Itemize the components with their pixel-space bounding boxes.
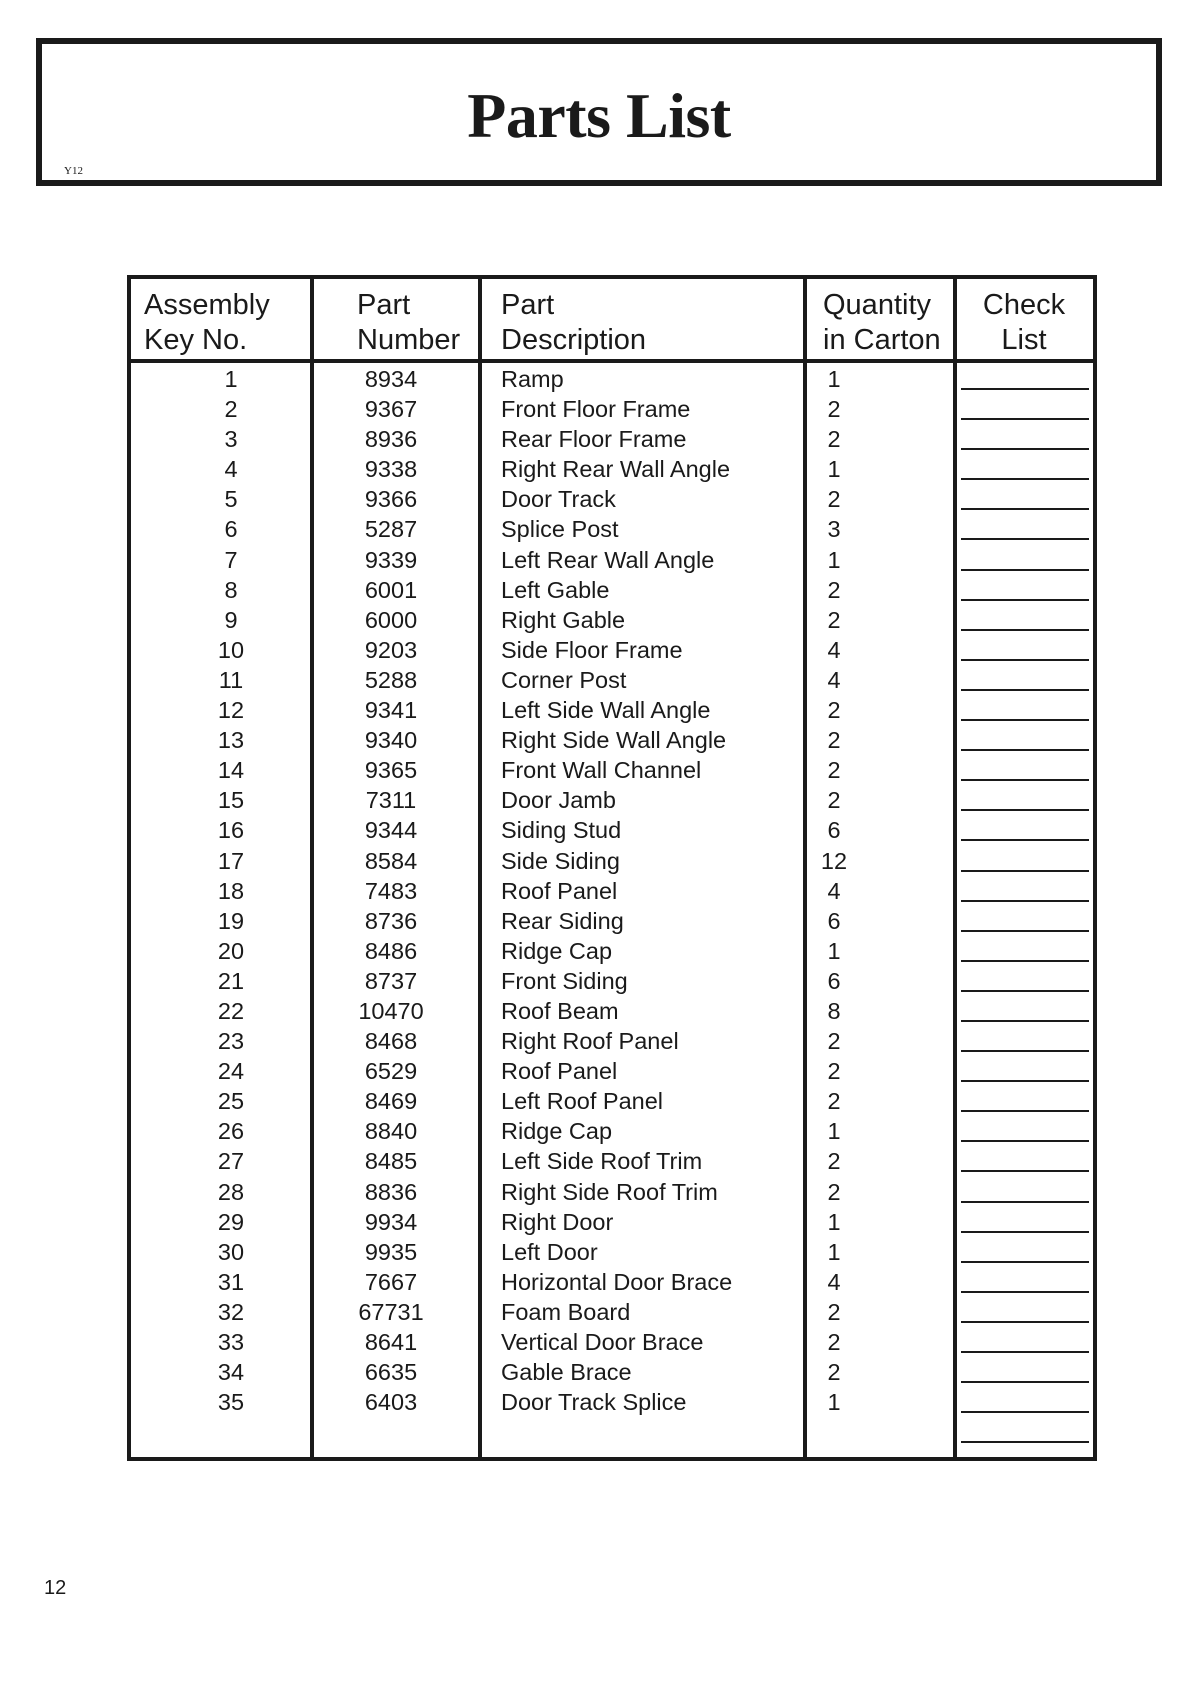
table-row bbox=[131, 754, 1093, 784]
cell-description: Corner Post bbox=[501, 666, 627, 693]
cell-quantity: 2 bbox=[827, 576, 841, 603]
cell-quantity: 3 bbox=[827, 516, 841, 543]
cell-part-number: 9344 bbox=[364, 817, 418, 844]
cell-description: Door Track bbox=[501, 486, 616, 513]
cell-part-number: 67731 bbox=[358, 1298, 424, 1325]
cell-key-no: 17 bbox=[217, 847, 245, 874]
cell-quantity: 1 bbox=[827, 1118, 841, 1145]
cell-part-number: 8840 bbox=[364, 1118, 418, 1145]
cell-quantity: 12 bbox=[820, 847, 848, 874]
cell-description: Door Track Splice bbox=[501, 1389, 687, 1416]
cell-part-number: 8934 bbox=[364, 366, 418, 392]
check-box[interactable] bbox=[961, 939, 1089, 962]
check-box[interactable] bbox=[961, 969, 1089, 992]
cell-description: Vertical Door Brace bbox=[501, 1329, 704, 1355]
cell-key-no: 14 bbox=[217, 757, 245, 784]
cell-quantity: 2 bbox=[827, 1359, 841, 1386]
cell-quantity: 2 bbox=[827, 697, 841, 724]
cell-quantity: 1 bbox=[827, 1389, 841, 1416]
cell-quantity: 2 bbox=[827, 757, 841, 784]
cell-description: Right Rear Wall Angle bbox=[501, 456, 731, 483]
check-box[interactable] bbox=[961, 1360, 1089, 1383]
table-row bbox=[131, 1176, 1093, 1206]
cell-key-no: 34 bbox=[217, 1359, 245, 1386]
cell-quantity: 2 bbox=[827, 1298, 841, 1325]
cell-key-no: 5 bbox=[224, 486, 238, 513]
cell-quantity: 1 bbox=[827, 366, 841, 392]
cell-part-number: 9934 bbox=[364, 1208, 418, 1235]
cell-part-number: 10470 bbox=[358, 997, 424, 1024]
cell-quantity: 2 bbox=[827, 426, 841, 453]
cell-part-number: 9365 bbox=[364, 757, 418, 784]
cell-quantity: 6 bbox=[827, 967, 841, 994]
cell-key-no: 18 bbox=[217, 877, 245, 904]
cell-quantity: 1 bbox=[827, 546, 841, 573]
check-box[interactable] bbox=[961, 367, 1089, 390]
check-box[interactable] bbox=[961, 668, 1089, 691]
table-row bbox=[131, 784, 1093, 814]
check-box[interactable] bbox=[961, 427, 1089, 450]
table-row bbox=[131, 1356, 1093, 1386]
parts-table bbox=[127, 275, 1097, 1461]
cell-description: Left Rear Wall Angle bbox=[501, 546, 715, 573]
cell-description: Side Floor Frame bbox=[501, 636, 683, 663]
cell-key-no: 4 bbox=[224, 456, 238, 483]
cell-description: Left Side Roof Trim bbox=[501, 1148, 703, 1175]
check-box[interactable] bbox=[961, 548, 1089, 571]
header-quantity bbox=[823, 288, 941, 358]
check-box[interactable] bbox=[961, 1029, 1089, 1052]
cell-key-no: 8 bbox=[224, 576, 238, 603]
cell-key-no: 6 bbox=[224, 516, 238, 543]
cell-key-no: 32 bbox=[217, 1298, 245, 1325]
check-box[interactable] bbox=[961, 1059, 1089, 1082]
table-row bbox=[131, 423, 1093, 453]
cell-part-number: 9203 bbox=[364, 636, 418, 663]
cell-key-no: 29 bbox=[217, 1208, 245, 1235]
cell-quantity: 2 bbox=[827, 1329, 841, 1355]
check-box[interactable] bbox=[961, 999, 1089, 1022]
cell-description: Front Siding bbox=[501, 967, 628, 994]
cell-description: Ridge Cap bbox=[501, 937, 613, 964]
cell-description: Roof Panel bbox=[501, 877, 618, 904]
cell-part-number: 6635 bbox=[364, 1359, 418, 1386]
cell-part-number: 9339 bbox=[364, 546, 418, 573]
header-part-description bbox=[501, 288, 646, 358]
check-box[interactable] bbox=[961, 1270, 1089, 1293]
header-line: Check bbox=[982, 289, 1066, 321]
cell-part-number: 8468 bbox=[364, 1028, 418, 1055]
cell-key-no: 13 bbox=[217, 727, 245, 754]
cell-description: Splice Post bbox=[501, 516, 619, 543]
cell-quantity: 6 bbox=[827, 817, 841, 844]
table-row bbox=[131, 1296, 1093, 1326]
table-row bbox=[131, 724, 1093, 754]
table-row bbox=[131, 694, 1093, 724]
cell-quantity: 2 bbox=[827, 1148, 841, 1175]
table-row bbox=[131, 1085, 1093, 1115]
cell-description: Right Side Roof Trim bbox=[501, 1178, 718, 1205]
cell-key-no: 3 bbox=[224, 426, 238, 453]
header-line: in Carton bbox=[823, 324, 941, 356]
cell-part-number: 5288 bbox=[364, 666, 418, 693]
cell-key-no: 7 bbox=[224, 546, 238, 573]
check-box[interactable] bbox=[961, 517, 1089, 540]
check-box[interactable] bbox=[961, 698, 1089, 721]
cell-quantity: 2 bbox=[827, 1088, 841, 1115]
cell-description: Front Floor Frame bbox=[501, 396, 691, 423]
table-row bbox=[131, 1206, 1093, 1236]
check-box[interactable] bbox=[961, 1390, 1089, 1413]
cell-description: Right Roof Panel bbox=[501, 1028, 679, 1055]
cell-quantity: 2 bbox=[827, 1178, 841, 1205]
check-box[interactable] bbox=[961, 1240, 1089, 1263]
cell-part-number: 9340 bbox=[364, 727, 418, 754]
cell-part-number: 8936 bbox=[364, 426, 418, 453]
check-box[interactable] bbox=[961, 1089, 1089, 1112]
cell-key-no: 20 bbox=[217, 937, 245, 964]
table-row bbox=[131, 1025, 1093, 1055]
table-row bbox=[131, 845, 1093, 875]
cell-key-no: 10 bbox=[217, 636, 245, 663]
cell-part-number: 8584 bbox=[364, 847, 418, 874]
table-row bbox=[131, 1386, 1093, 1416]
cell-quantity: 2 bbox=[827, 486, 841, 513]
cell-part-number: 7483 bbox=[364, 877, 418, 904]
cell-key-no: 16 bbox=[217, 817, 245, 844]
cell-quantity: 2 bbox=[827, 1028, 841, 1055]
check-box[interactable] bbox=[961, 849, 1089, 872]
page-number: 12 bbox=[44, 1577, 67, 1599]
cell-part-number: 8469 bbox=[364, 1088, 418, 1115]
check-box[interactable] bbox=[961, 1119, 1089, 1142]
cell-quantity: 6 bbox=[827, 907, 841, 934]
cell-quantity: 2 bbox=[827, 606, 841, 633]
cell-description: Rear Floor Frame bbox=[501, 426, 687, 453]
cell-part-number: 7311 bbox=[365, 787, 417, 814]
cell-key-no: 23 bbox=[217, 1028, 245, 1055]
cell-description: Left Gable bbox=[501, 576, 610, 603]
header-line: Assembly bbox=[144, 289, 270, 321]
table-row bbox=[131, 1055, 1093, 1085]
table-row bbox=[131, 935, 1093, 965]
cell-key-no: 25 bbox=[217, 1088, 245, 1115]
cell-key-no: 21 bbox=[217, 967, 245, 994]
header-line: List bbox=[1001, 324, 1047, 356]
cell-quantity: 1 bbox=[827, 456, 841, 483]
cell-part-number: 6000 bbox=[364, 606, 418, 633]
cell-quantity: 4 bbox=[827, 666, 841, 693]
check-box[interactable] bbox=[961, 1180, 1089, 1203]
header-line: Part bbox=[501, 289, 555, 321]
cell-description: Door Jamb bbox=[501, 787, 616, 814]
cell-description: Siding Stud bbox=[501, 817, 622, 844]
table-row bbox=[131, 574, 1093, 604]
table-row bbox=[131, 875, 1093, 905]
check-box[interactable] bbox=[961, 818, 1089, 841]
cell-key-no: 28 bbox=[217, 1178, 245, 1205]
title-banner bbox=[36, 38, 1162, 186]
table-row bbox=[131, 604, 1093, 634]
cell-key-no: 15 bbox=[217, 787, 245, 814]
cell-key-no: 31 bbox=[217, 1268, 245, 1295]
cell-part-number: 9341 bbox=[364, 697, 418, 724]
check-box[interactable] bbox=[961, 1300, 1089, 1323]
cell-description: Left Door bbox=[501, 1238, 598, 1265]
check-box[interactable] bbox=[961, 1149, 1089, 1172]
check-box[interactable] bbox=[961, 638, 1089, 661]
cell-quantity: 1 bbox=[827, 1238, 841, 1265]
table-row bbox=[131, 1326, 1093, 1356]
table-row bbox=[131, 1236, 1093, 1266]
cell-quantity: 4 bbox=[827, 877, 841, 904]
cell-quantity: 4 bbox=[827, 636, 841, 663]
cell-description: Right Gable bbox=[501, 606, 626, 633]
cell-part-number: 9367 bbox=[364, 396, 418, 423]
table-row bbox=[131, 1115, 1093, 1145]
cell-description: Left Roof Panel bbox=[501, 1088, 663, 1115]
check-box[interactable] bbox=[961, 1420, 1089, 1443]
header-line: Key No. bbox=[144, 324, 248, 356]
cell-key-no: 26 bbox=[217, 1118, 245, 1145]
cell-description: Horizontal Door Brace bbox=[501, 1268, 733, 1295]
cell-part-number: 7667 bbox=[364, 1268, 418, 1295]
check-box[interactable] bbox=[961, 608, 1089, 631]
cell-description: Right Door bbox=[501, 1208, 614, 1235]
cell-key-no: 24 bbox=[217, 1058, 245, 1085]
check-box[interactable] bbox=[961, 728, 1089, 751]
check-box[interactable] bbox=[961, 909, 1089, 932]
cell-key-no: 22 bbox=[217, 997, 245, 1024]
check-box[interactable] bbox=[961, 1210, 1089, 1233]
cell-quantity: 8 bbox=[827, 997, 841, 1024]
cell-description: Ramp bbox=[501, 366, 564, 392]
header-line: Quantity bbox=[823, 289, 931, 321]
table-row bbox=[131, 1145, 1093, 1175]
cell-key-no: 33 bbox=[217, 1329, 245, 1355]
cell-key-no: 30 bbox=[217, 1238, 245, 1265]
cell-description: Right Side Wall Angle bbox=[501, 727, 727, 754]
table-row bbox=[131, 483, 1093, 513]
cell-key-no: 2 bbox=[224, 396, 238, 423]
cell-description: Foam Board bbox=[501, 1298, 631, 1325]
page-title: Parts List bbox=[467, 80, 731, 151]
cell-quantity: 1 bbox=[827, 937, 841, 964]
cell-description: Rear Siding bbox=[501, 907, 624, 934]
check-box[interactable] bbox=[961, 1330, 1089, 1353]
table-body bbox=[131, 363, 1093, 1446]
cell-part-number: 6529 bbox=[364, 1058, 418, 1085]
table-row bbox=[131, 1266, 1093, 1296]
check-box[interactable] bbox=[961, 578, 1089, 601]
cell-description: Left Side Wall Angle bbox=[501, 697, 711, 724]
cell-description: Roof Beam bbox=[501, 997, 619, 1024]
check-box[interactable] bbox=[961, 879, 1089, 902]
cell-part-number: 8737 bbox=[364, 967, 418, 994]
table-row bbox=[131, 634, 1093, 664]
cell-quantity: 2 bbox=[827, 396, 841, 423]
cell-key-no: 19 bbox=[217, 907, 245, 934]
cell-description: Ridge Cap bbox=[501, 1118, 613, 1145]
cell-description: Gable Brace bbox=[501, 1359, 632, 1386]
table-row bbox=[131, 453, 1093, 483]
cell-part-number: 9935 bbox=[364, 1238, 418, 1265]
table-row bbox=[131, 544, 1093, 574]
cell-part-number: 8641 bbox=[364, 1329, 418, 1355]
check-box[interactable] bbox=[961, 397, 1089, 420]
table-row bbox=[131, 393, 1093, 423]
cell-quantity: 4 bbox=[827, 1268, 841, 1295]
table-row bbox=[131, 513, 1093, 543]
cell-part-number: 8485 bbox=[364, 1148, 418, 1175]
header-assembly-key bbox=[144, 288, 270, 358]
table-row bbox=[131, 995, 1093, 1025]
cell-quantity: 2 bbox=[827, 1058, 841, 1085]
table-row bbox=[131, 905, 1093, 935]
cell-description: Side Siding bbox=[501, 847, 620, 874]
cell-part-number: 6403 bbox=[364, 1389, 418, 1416]
header-line: Description bbox=[501, 324, 647, 356]
header-line: Part bbox=[357, 289, 411, 321]
table-row bbox=[131, 664, 1093, 694]
cell-part-number: 8736 bbox=[364, 907, 418, 934]
table-row-empty bbox=[131, 1416, 1093, 1446]
header-check-list bbox=[959, 288, 1089, 358]
header-part-number bbox=[357, 288, 460, 358]
cell-quantity: 1 bbox=[827, 1208, 841, 1235]
cell-description: Roof Panel bbox=[501, 1058, 618, 1085]
cell-key-no: 9 bbox=[224, 606, 238, 633]
cell-quantity: 2 bbox=[827, 787, 841, 814]
cell-part-number: 8486 bbox=[364, 937, 418, 964]
cell-part-number: 6001 bbox=[364, 576, 418, 603]
cell-key-no: 1 bbox=[224, 366, 238, 392]
table-row bbox=[131, 965, 1093, 995]
cell-quantity: 2 bbox=[827, 727, 841, 754]
table-row bbox=[131, 814, 1093, 844]
cell-description: Front Wall Channel bbox=[501, 757, 702, 784]
cell-key-no: 27 bbox=[217, 1148, 245, 1175]
check-box[interactable] bbox=[961, 457, 1089, 480]
table-row bbox=[131, 363, 1093, 393]
cell-part-number: 9366 bbox=[364, 486, 418, 513]
cell-part-number: 9338 bbox=[364, 456, 418, 483]
cell-key-no: 35 bbox=[217, 1389, 245, 1416]
cell-part-number: 5287 bbox=[364, 516, 418, 543]
page-code: Y12 bbox=[64, 165, 83, 177]
check-box[interactable] bbox=[961, 758, 1089, 781]
check-box[interactable] bbox=[961, 788, 1089, 811]
check-box[interactable] bbox=[961, 487, 1089, 510]
cell-key-no: 12 bbox=[217, 697, 245, 724]
cell-part-number: 8836 bbox=[364, 1178, 418, 1205]
header-line: Number bbox=[357, 324, 461, 356]
cell-key-no: 11 bbox=[218, 666, 244, 693]
